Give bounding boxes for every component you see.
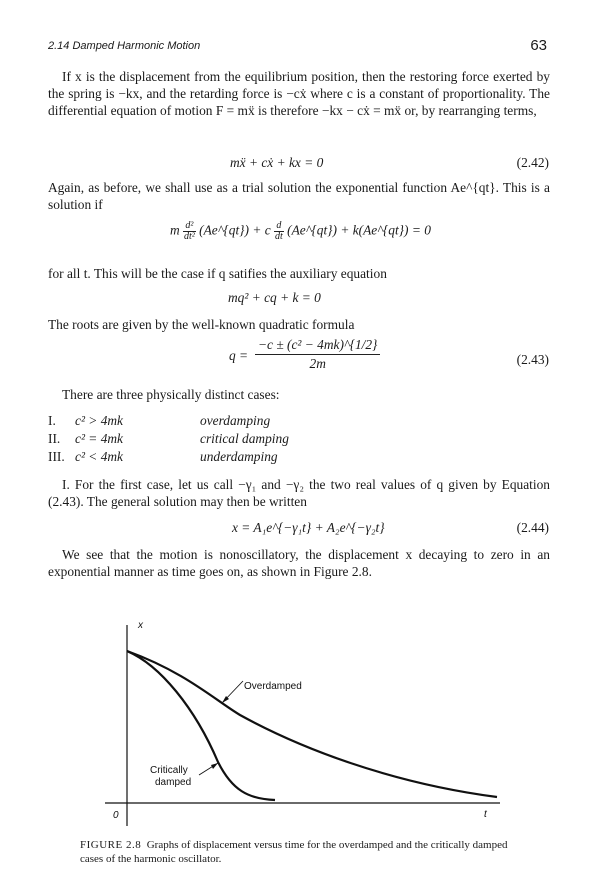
equation-2-42: mẍ + cẋ + kx = 0 <box>230 155 324 170</box>
section-header: 2.14 Damped Harmonic Motion <box>48 40 201 52</box>
case-name: overdamping <box>200 413 271 428</box>
case-roman: II. <box>48 431 61 446</box>
case-row <box>48 413 448 431</box>
case-name: critical damping <box>200 431 289 446</box>
equation-2-43-lhs: q = <box>229 348 249 363</box>
trial-term-1: (Ae^{qt}) + c <box>199 222 271 238</box>
quadratic-formula-fraction <box>255 337 380 372</box>
first-derivative-fraction <box>274 221 284 242</box>
equation-2-44-number: (2.44) <box>516 520 549 535</box>
critical-annotation-line1: Critically <box>150 765 188 776</box>
case-row <box>48 449 448 467</box>
equation-2-42-number: (2.42) <box>516 155 549 170</box>
equation-2-43-number: (2.43) <box>516 352 549 367</box>
auxiliary-equation: mq² + cq + k = 0 <box>228 290 321 305</box>
first-derivative-den: dt <box>275 231 283 242</box>
paragraph-6: I. For the first case, let us call −γ₁ and −γ₂ the two real values of q given by Equation (2.43). The general solution may then be written <box>48 477 550 509</box>
trial-m: m <box>170 222 180 238</box>
paragraph-5: There are three physically distinct cases: <box>62 387 280 402</box>
figure-2-8 <box>0 600 595 830</box>
paragraph-7: We see that the motion is nonoscillatory, the displacement x decaying to zero in an exponential manner as time goes on, as shown in Figure 2.8. <box>48 547 550 579</box>
trial-term-2: (Ae^{qt}) + k(Ae^{qt}) = 0 <box>287 222 431 238</box>
second-derivative-den: dt² <box>184 231 195 242</box>
case-roman: III. <box>48 449 65 464</box>
origin-label: 0 <box>113 810 119 821</box>
case-condition: c² = 4mk <box>75 431 123 446</box>
damping-cases-list <box>48 413 448 467</box>
equation-2-44: x = A₁e^{−γ₁t} + A₂e^{−γ₂t} <box>232 520 385 535</box>
case-condition: c² < 4mk <box>75 449 123 464</box>
critical-annotation-line2: damped <box>155 777 192 788</box>
first-derivative-num: d <box>274 221 284 232</box>
case-name: underdamping <box>200 449 278 464</box>
figure-caption <box>80 838 530 866</box>
paragraph-2: Again, as before, we shall use as a trial solution the exponential function Ae^{qt}. This is a solution if <box>48 180 550 212</box>
caption-label: FIGURE 2.8 <box>80 839 142 851</box>
overdamped-annotation: Overdamped <box>244 681 302 692</box>
second-derivative-num: d² <box>183 221 196 232</box>
paragraph-3: for all t. This will be the case if q satifies the auxiliary equation <box>48 266 387 281</box>
x-axis-label: t <box>484 809 487 820</box>
case-condition: c² > 4mk <box>75 413 123 428</box>
critical-arrowhead <box>211 763 218 769</box>
paragraph-4: The roots are given by the well-known quadratic formula <box>48 317 355 332</box>
y-axis-label: x <box>138 620 143 631</box>
second-derivative-fraction <box>183 221 196 242</box>
case-roman: I. <box>48 413 56 428</box>
case-row <box>48 431 448 449</box>
caption-text: Graphs of displacement versus time for the overdamped and the critically damped cases of the harmonic oscillator. <box>80 839 508 865</box>
quadratic-numerator: −c ± (c² − 4mk)^{1/2} <box>255 337 380 355</box>
critically-damped-curve <box>127 651 275 800</box>
trial-equation <box>170 221 431 242</box>
page-number: 63 <box>530 37 547 54</box>
paragraph-1: If x is the displacement from the equilibrium position, then the restoring force exerted by the spring is −kx, and the retarding force is −cẋ where c is a constant of proportionality. The differential equation of motion F = mẍ is therefore −kx − cẋ = mẍ or, by rearranging terms, <box>48 69 550 118</box>
quadratic-denominator: 2m <box>309 356 326 371</box>
